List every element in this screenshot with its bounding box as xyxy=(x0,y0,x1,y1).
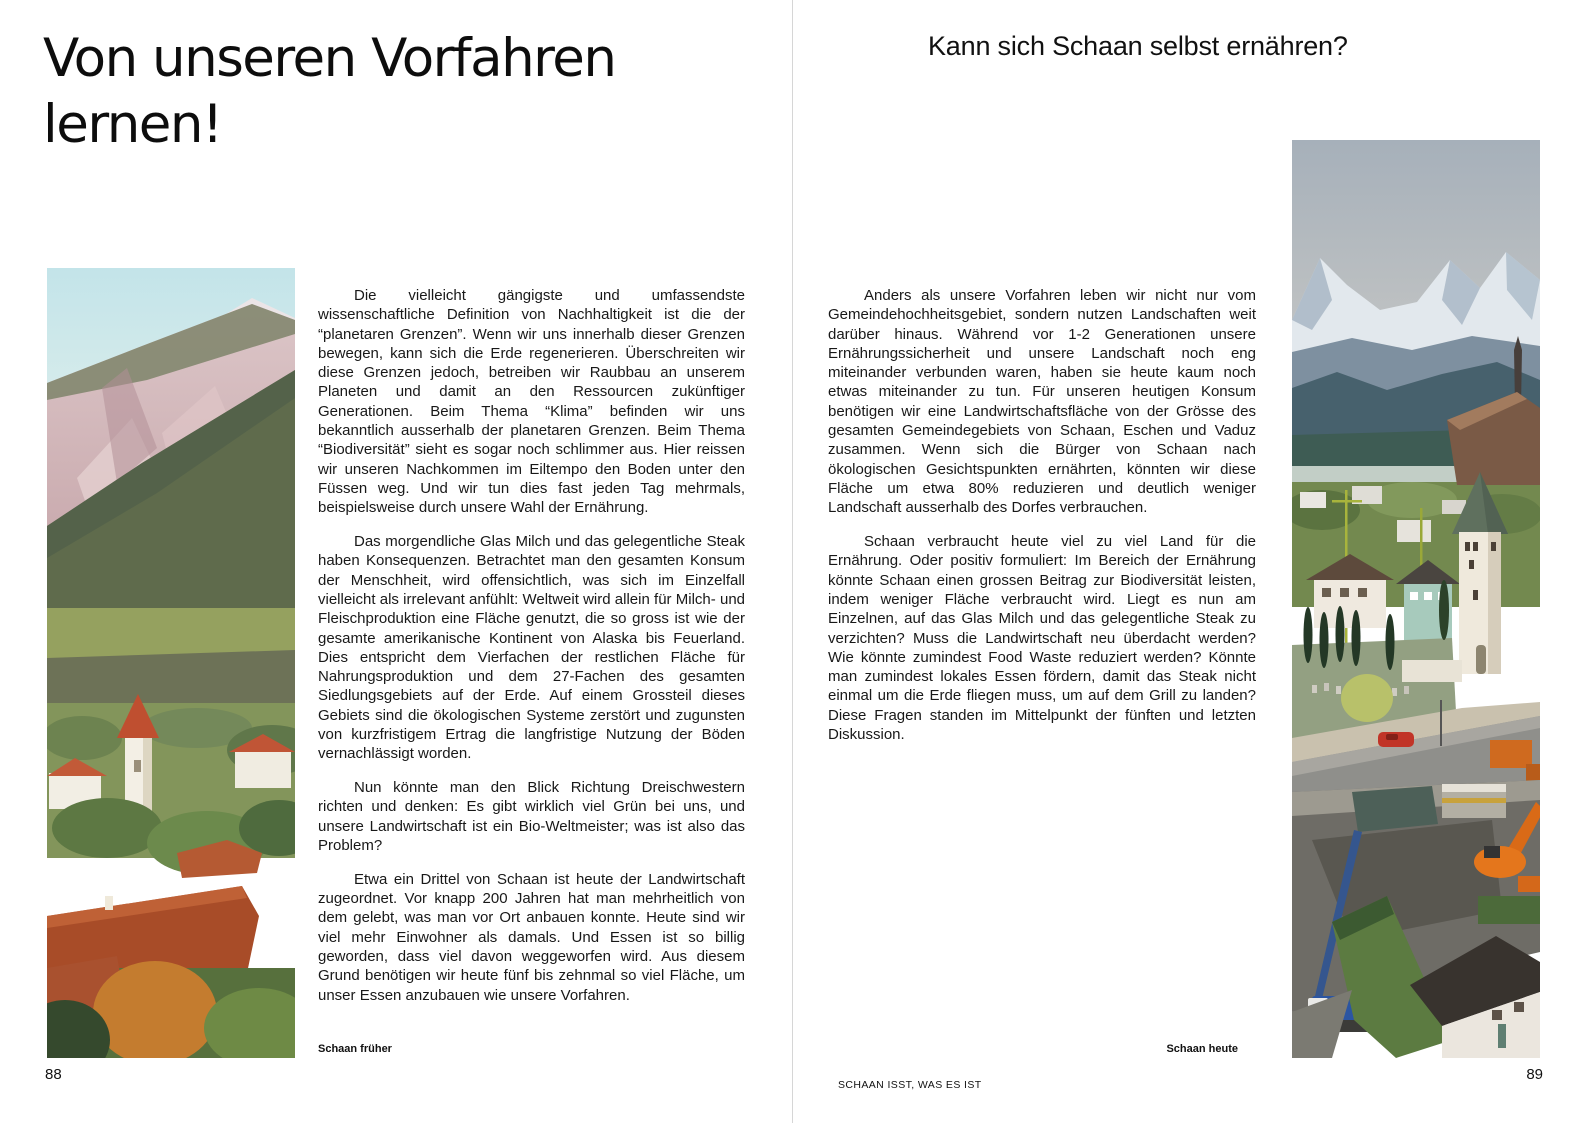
orange-container xyxy=(1490,740,1532,768)
cypress-tree xyxy=(1304,607,1313,663)
page-fold-divider xyxy=(792,0,793,1123)
paragraph: Die vielleicht gängigste und umfassendste wissenschaftliche Definition von Nachhaltigkeit ist die der “planetaren Grenzen”. Wenn wir uns innerhalb dieser Grenzen bewegen, kann sich die Erde regenerieren. Überschreiten wir diese Grenzen jedoch, betreiben wir Raubbau an unserem Planeten und damit an den Ressourcen zukünftiger Generationen. Beim Thema “Klima” befinden wir uns bekanntlich ausserhalb der planetaren Grenzen. Beim Thema “Biodiversität” sieht es sogar noch schlimmer aus. Hier reissen wir unseren Nachkommen im Eiltempo den Boden unter den Füssen weg. Und wir tun dies fast jeden Tag mehrmals, beispielsweise durch unsere Wahl der Ernährung. xyxy=(318,287,745,517)
left-body-column xyxy=(318,286,745,1019)
running-footer: SCHAAN ISST, WAS ES IST xyxy=(838,1079,982,1091)
cypress-tree xyxy=(1386,614,1395,670)
willow-tree xyxy=(1341,674,1393,722)
paragraph: Nun könnte man den Blick Richtung Dreischwestern richten und denken: Es gibt wirklich viel Grün bei uns, und unsere Landwirtschaft ist ein Bio-Weltmeister; was ist also das Problem? xyxy=(318,779,745,855)
left-image-caption: Schaan früher xyxy=(318,1043,392,1055)
paragraph: Schaan verbraucht heute viel zu viel Land für die Ernährung. Oder positiv formuliert: Im Bereich der Ernährung könnte Schaan einen grossen Beitrag zur Biodiversität leisten, indem weniger Fläche verbraucht wird. Liegt es nun am Einzelnen, auf das Glas Milch und das gelegentliche Steak zu verzichten? Muss die Landwirtschaft neu überdacht werden? Wie könnte zumindest Food Waste reduziert werden? Könnte man zumindest lokales Essen fördern, damit das Steak nicht einmal um die Erde fliegen muss, um auf dem Grill zu landen? Diese Fragen standen im Mittelpunkt der fünften und letzten Diskussion. xyxy=(828,533,1256,744)
page-title: Von unseren Vorfahren lernen! xyxy=(43,28,616,155)
village-house-right xyxy=(235,750,291,788)
historic-schaan-painting-image xyxy=(47,268,295,1058)
cemetery-building xyxy=(1402,660,1462,682)
page-number-right: 89 xyxy=(1526,1066,1543,1083)
modern-schaan-photo-image xyxy=(1292,140,1540,1058)
tarp xyxy=(1352,786,1438,832)
right-image-caption: Schaan heute xyxy=(1166,1043,1238,1055)
cypress-tree xyxy=(1352,610,1361,666)
right-body-column xyxy=(828,286,1256,759)
page-number-left: 88 xyxy=(45,1066,62,1083)
paragraph: Anders als unsere Vorfahren leben wir nicht nur vom Gemeindehochheitsgebiet, sondern nutzen Landschaften weit darüber hinaus. Während vor 1-2 Generationen unsere Ernährungssicherheit und unsere Landschaft noch eng miteinander verbunden waren, haben sie heute kaum noch etwas miteinander zu tun. Für unseren heutigen Konsum benötigen wir eine Landwirtschaftsfläche von der Grösse des gesamten Gemeindegebiets von Schaan, Eschen und Vaduz zusammen. Wenn sich die Bürger von Schaan nach ökologischen Gesichtspunkten ernährten, könnten wir diese Fläche um etwa 80% reduzieren und deutlich weniger Landschaft ausserhalb des Dorfes verbrauchen. xyxy=(828,287,1256,517)
cypress-tree xyxy=(1439,580,1449,640)
right-page-heading: Kann sich Schaan selbst ernähren? xyxy=(928,31,1348,61)
cypress-tree xyxy=(1320,612,1329,668)
cypress-tree xyxy=(1336,606,1345,662)
paragraph: Etwa ein Drittel von Schaan ist heute der Landwirtschaft zugeordnet. Vor knapp 200 Jahren hat man mehrheitlich von dem gelebt, was man vor Ort anbauen konnte. Heute sind wir viel mehr Einwohner als damals. Und Essen ist so billig geworden, dass viel davon weggeworfen wird. Aus diesem Grund benötigen wir heute fünf bis zehnmal so viel Fläche, um unser Essen anzubauen wie unsere Vorfahren. xyxy=(318,870,745,1004)
paragraph: Das morgendliche Glas Milch und das gelegentliche Steak haben Konsequenzen. Betrachtet man den gesamten Konsum der Menschheit, wird offensichtlich, was sich im Einzelfall vielleicht als irrelevant anfühlt: Weltweit wird allein für Milch- und Fleischproduktion eine Fläche genutzt, die so gross ist wie der gesamte amerikanische Kontinent von Alaska bis Feuerland. Dies entspricht dem Vierfachen der restlichen Fläche für Nahrungsproduktion und dem 27-Fachen des gesamten Siedlungsgebiets auf der Erde. Auf einem Grossteil dieses Gebiets sind die ökologischen Systeme zerstört und zugunsten von kurzfristigem Ertrag die langfristige Nutzung der Böden vernachlässigt worden. xyxy=(318,533,745,763)
